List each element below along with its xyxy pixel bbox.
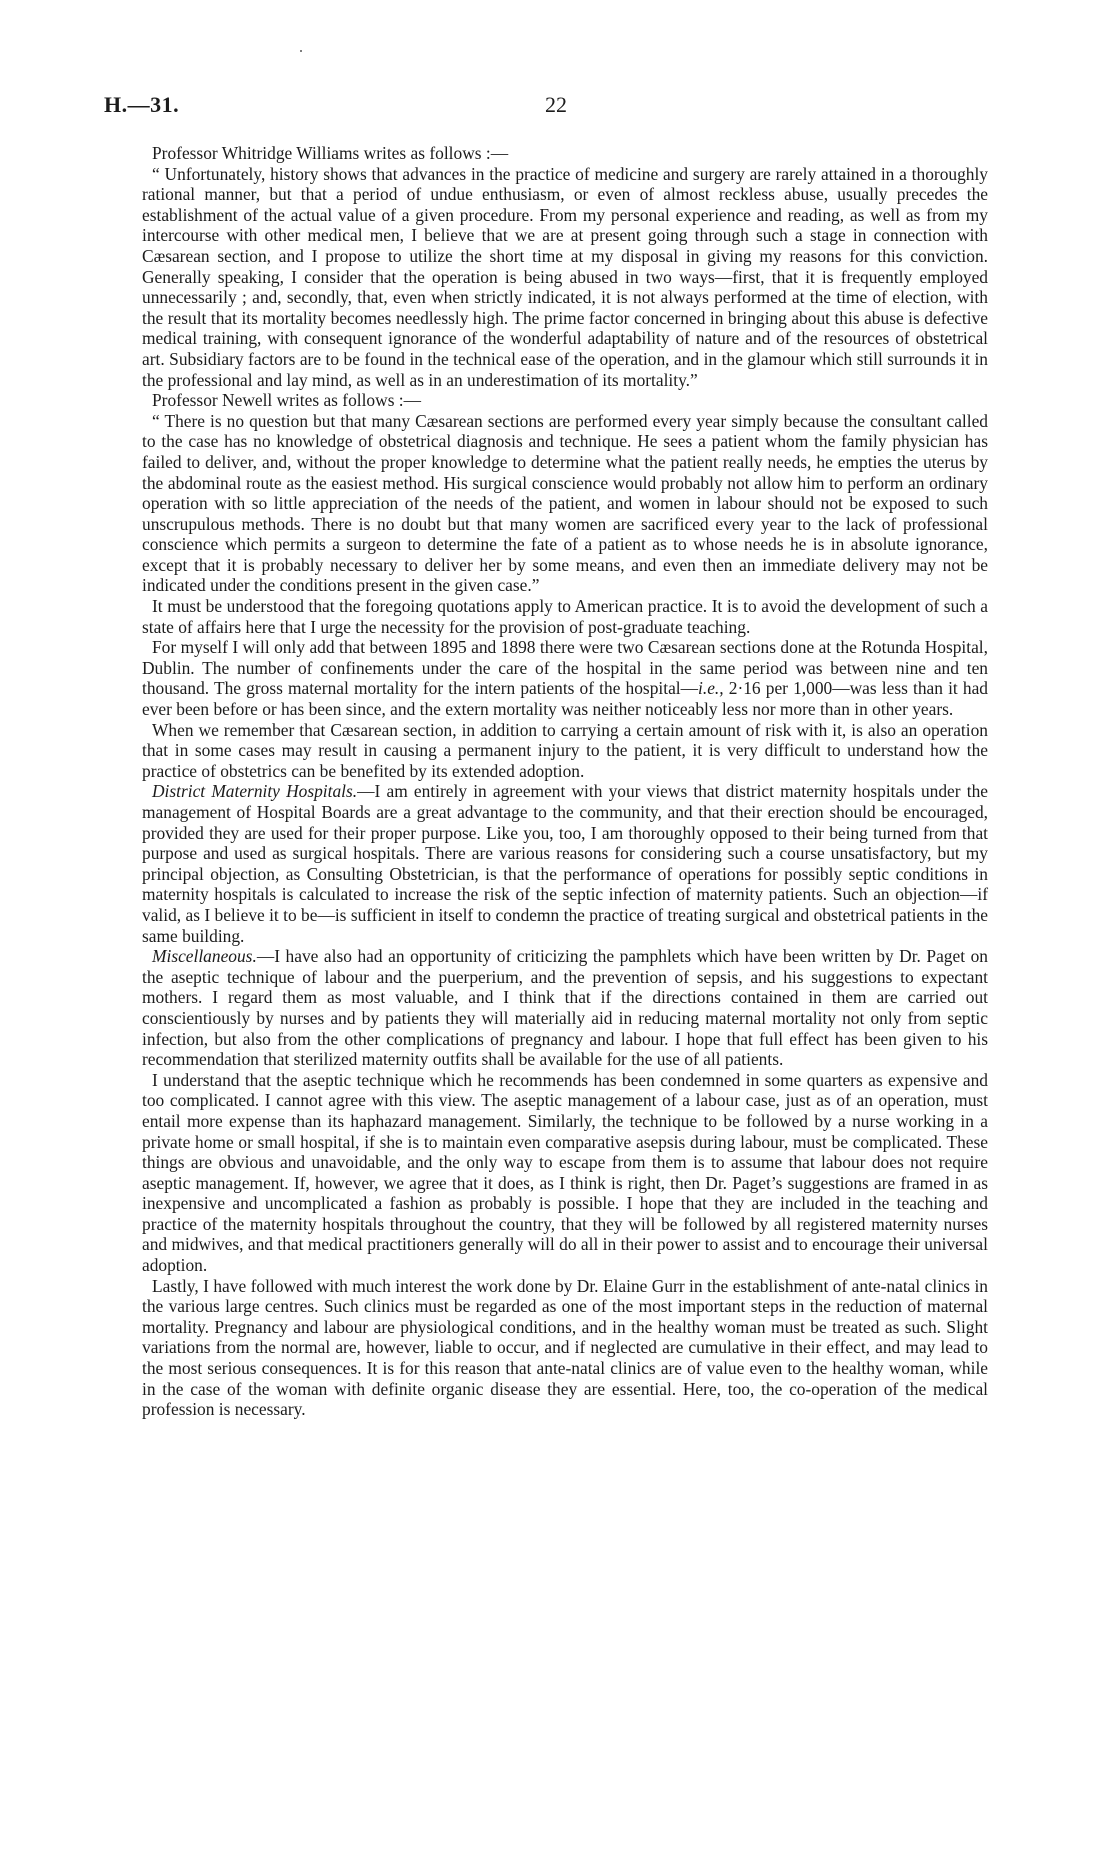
section-heading: Miscellaneous. [152,946,257,967]
paragraph: It must be understood that the foregoing quotations apply to American practice. It is to avoid the development of such a state of affairs here that I urge the necessity for the provision of post-graduate teaching. [142,596,988,637]
paragraph: Professor Newell writes as follows :— [152,390,422,411]
quotation-newell: “ There is no question but that many Cæsarean sections are performed every year simply because the consultant called to the case has no knowledge of obstetrical diagnosis and technique. He sees a patient whom the family physician has failed to deliver, and, without the proper knowledge to determine what the patient really needs, he empties the uterus by the abdominal route as the easiest method. His surgical conscience would probably not allow him to perform an ordinary operation with so little appreciation of the needs of the patient, and women in labour should not be exposed to such unscrupulous methods. There is no doubt but that many women are sacrificed every year to the lack of professional conscience which permits a surgeon to determine the fate of a patient as to whose needs he is in absolute ignorance, except that it is probably necessary to deliver her by some means, and even then an immediate delivery may not be indicated under the conditions present in the given case.” [142,410,988,596]
quotation-williams: “ Unfortunately, history shows that advances in the practice of medicine and surgery are rarely attained in a thoroughly rational manner, but that a period of undue enthusiasm, or even of almost reckless abuse, usually precedes the establishment of the actual value of a given procedure. From my personal experience and reading, as well as from my intercourse with other medical men, I believe that we are at present going through such a stage in connection with Cæsarean section, and I propose to utilize the short time at my disposal in giving my reasons for this conviction. Generally speaking, I consider that the operation is being abused in two ways—first, that it is frequently employed unnecessarily ; and, secondly, that, even when strictly indicated, it is not always performed at the time of election, with the result that its mortality becomes needlessly high. The prime factor concerned in bringing about this abuse is defective medical training, with consequent ignorance of the wonderful adaptability of nature and of the resources of obstetrical art. Subsidiary factors are to be found in the technical ease of the operation, and in the glamour which still surrounds it in the professional and lay mind, as well as in an underestimation of its mortality.” [142,163,988,390]
paragraph [142,637,988,719]
body-text [142,143,988,1420]
document-reference: H.—31. [104,92,180,117]
text-run: 2·16 per 1,000—was less than it had ever been before or has been since, and the extern mortality was neither noticeably less nor more than in other years. [142,678,988,720]
page-number: 22 [545,92,567,117]
paragraph: I understand that the aseptic technique which he recommends has been condemned in some quarters as expensive and too complicated. I cannot agree with this view. The aseptic management of a labour case, just as of an operation, must entail more expense than its haphazard management. Similarly, the technique to be followed by a nurse working in a private home or small hospital, if she is to maintain even comparative asepsis during labour, must be complicated. These things are obvious and unavoidable, and the only way to escape from them is to assume that labour does not require aseptic management. If, however, we agree that it does, as I think is right, then Dr. Paget’s suggestions are framed in as inexpensive and uncomplicated a fashion as probably is possible. I hope that they are included in the teaching and practice of the maternity hospitals throughout the country, that they will be followed by all registered maternity nurses and midwives, and that medical practitioners generally will do all in their power to assist and to encourage their universal adoption. [142,1069,988,1276]
paragraph [142,781,988,946]
paragraph: Professor Whitridge Williams writes as follows :— [152,143,509,163]
text-run: —I am entirely in agreement with your views that district maternity hospitals under the management of Hospital Boards are a great advantage to the community, and that their erection should be encouraged, provided they are used for their proper purpose. Like you, too, I am thoroughly opposed to their being turned from that purpose and used as surgical hospitals. There are various reasons for considering such a course unsatisfactory, but my principal objection, as Consulting Obstetrician, is that the performance of operations for possibly septic conditions in maternity hospitals is calculated to increase the risk of the septic infection of maternity patients. Such an objection—if valid, as I believe it to be—is sufficient in itself to condemn the practice of treating surgical and obstetrical patients in the same building. [142,781,988,946]
section-heading: District Maternity Hospitals. [152,781,358,802]
ink-speck [300,50,302,52]
text-run: —I have also had an opportunity of criticizing the pamphlets which have been written by Dr. Paget on the aseptic technique of labour and the puerperium, and the prevention of sepsis, and his suggestions to expectant mothers. I regard them as most valuable, and I think that if the directions contained in them are carried out conscientiously by nurses and by patients they will materially aid in reducing maternal mortality not only from septic infection, but also from the other complications of pregnancy and labour. I hope that full effect has been given to his recommendation that sterilized maternity outfits shall be available for the use of all patients. [142,946,988,1070]
paragraph: Lastly, I have followed with much interest the work done by Dr. Elaine Gurr in the establishment of ante-natal clinics in the various large centres. Such clinics must be regarded as one of the most important steps in the reduction of maternal mortality. Pregnancy and labour are physiological conditions, and in the healthy woman must be treated as such. Slight variations from the normal are, however, liable to occur, and if neglected are cumulative in their effect, and may lead to the most serious consequences. It is for this reason that ante-natal clinics are of value even to the healthy woman, while in the case of the woman with definite organic disease they are essential. Here, too, the co-operation of the medical profession is necessary. [142,1275,988,1420]
paragraph: When we remember that Cæsarean section, in addition to carrying a certain amount of risk with it, is also an operation that in some cases may result in causing a permanent injury to the patient, it is very difficult to understand how the practice of obstetrics can be benefited by its extended adoption. [142,719,988,781]
paragraph [142,946,988,1070]
text-run: For myself I will only add that between 1895 and 1898 there were two Cæsarean sections done at the Rotunda Hospital, Dublin. The number of confinements under the care of the hospital in the same period was between nine and ten thousand. The gross maternal mortality for the intern patients of the hospital— [142,637,988,699]
italic-abbreviation: i.e., [698,678,724,699]
